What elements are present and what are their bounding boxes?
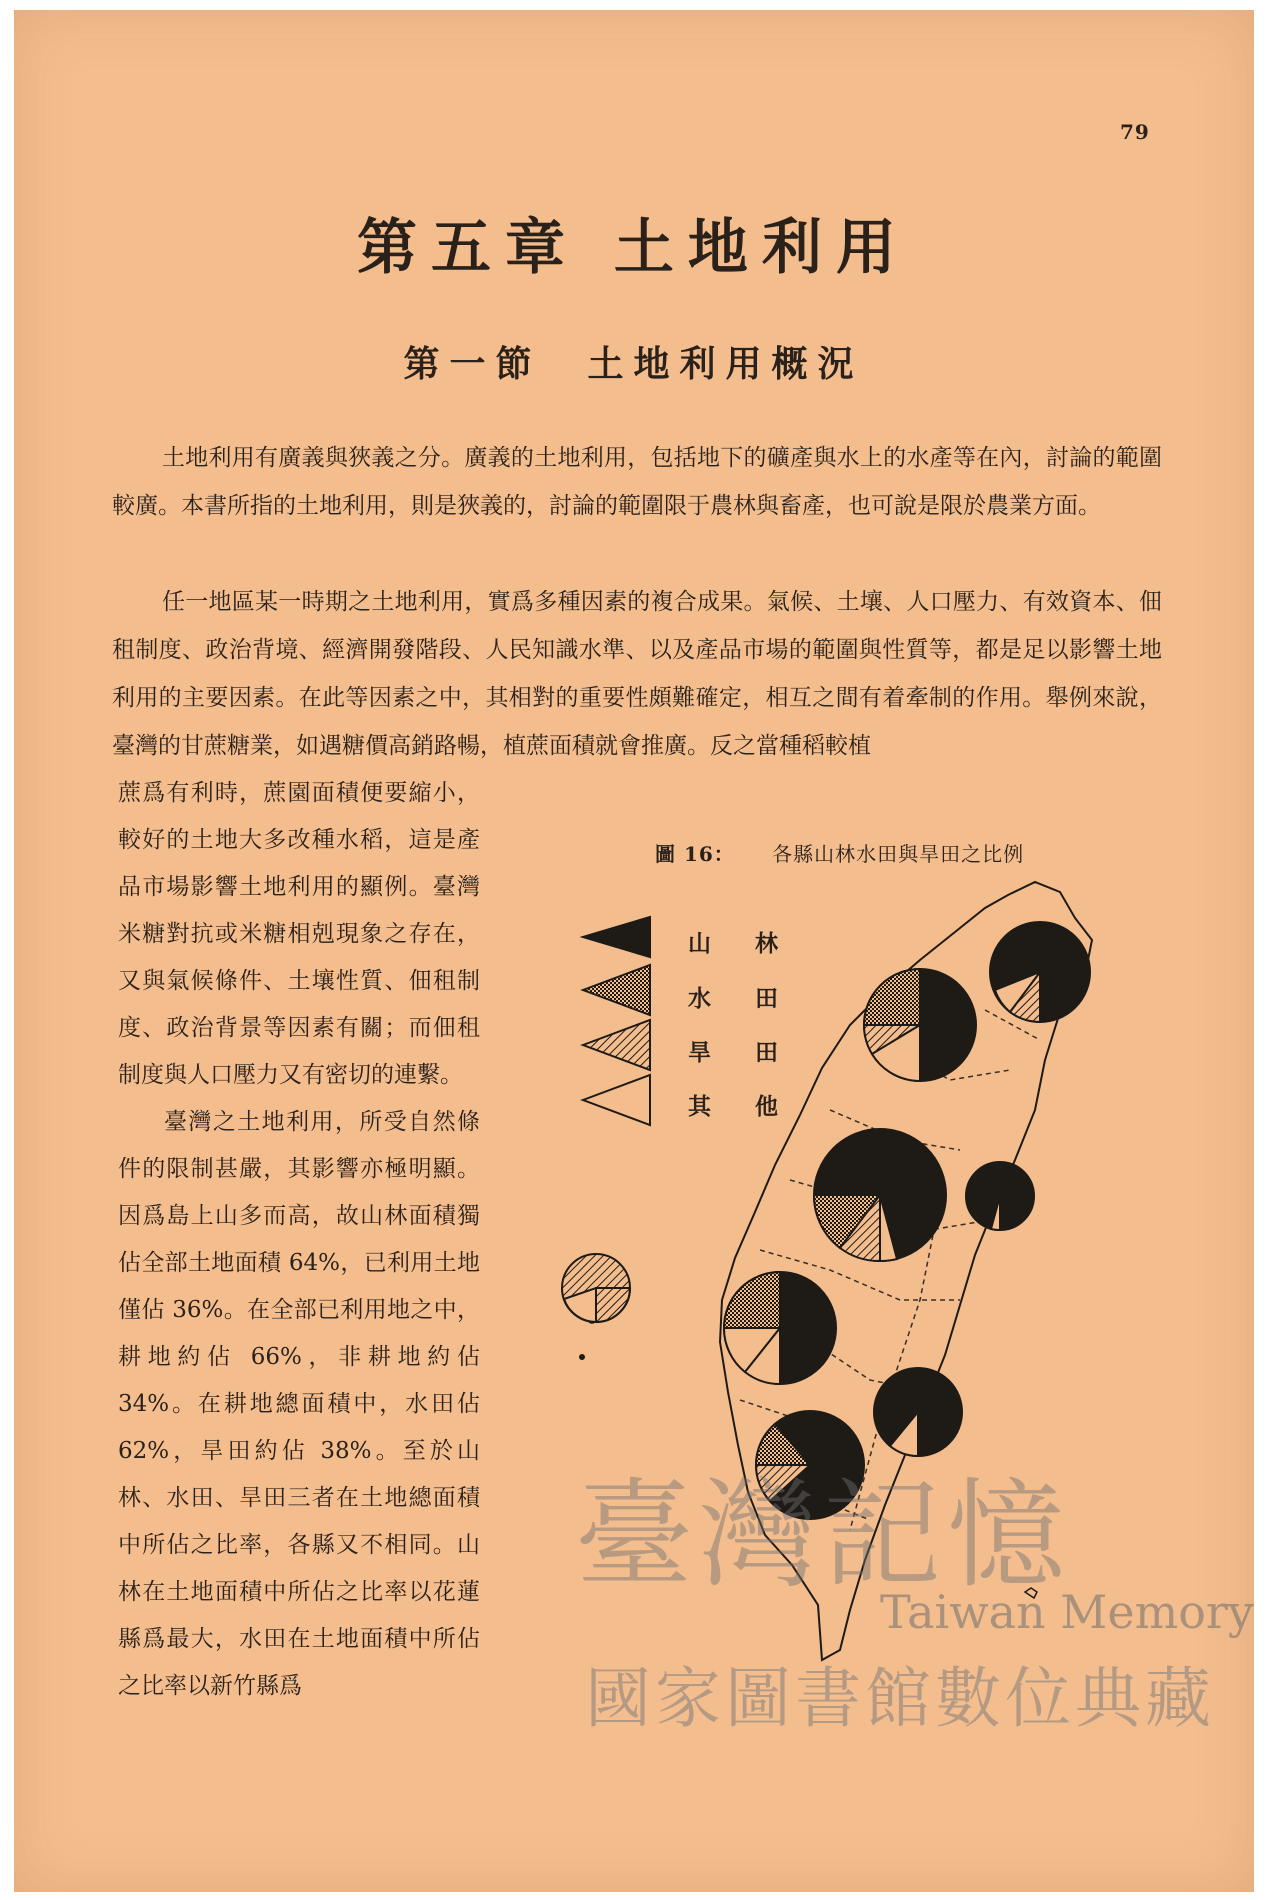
left-paragraph-1: 蔗爲有利時，蔗園面積便要縮小，較好的土地大多改種水稻，這是產品市場影響土地利用的顯例。臺灣米糖對抗或米糖相剋現象之存在，又與氣候條件、土壤性質、佃租制度、政治背景等因素有關；而佃租制度與人口壓力又有密切的連繫。 (118, 780, 480, 1088)
legend-dryfield-symbol (583, 1020, 650, 1070)
paragraph-2: 任一地區某一時期之土地利用，實爲多種因素的複合成果。氣候、土壤、人口壓力、有效資本、佃租制度、政治背境、經濟開發階段、人民知識水準、以及產品市場的範圍與性質等，都是足以影響土地利用的主要因素。在此等因素之中，其相對的重要性頗難確定，相互之間有着牽制的作用。舉例來說，臺灣的甘蔗糖業，如遇糖價高銷路暢，植蔗面積就會推廣。反之當種稻較植 (112, 589, 1162, 759)
chapter-title: 第五章 土地利用 (357, 213, 910, 283)
pie-taipei (990, 922, 1090, 1022)
legend-other-label: 其他 (688, 1093, 822, 1120)
watermark-brand-cn: 臺灣記憶 (575, 1466, 1072, 1604)
legend-symbols (583, 917, 650, 1125)
figure-title: 各縣山林水田與旱田之比例 (772, 842, 1025, 866)
figure-number: 圖 16： (655, 842, 735, 866)
pie-hualien (966, 1162, 1034, 1230)
left-paragraph-2: 臺灣之土地利用，所受自然條件的限制甚嚴，其影響亦極明顯。因爲島上山多而高，故山林面積獨佔全部土地面積 64%，已利用土地僅佔 36%。在全部已利用地之中，耕地約佔 66%，非耕地約佔 34%。在耕地總面積中，水田佔 62%，旱田約佔 38%。至於山林、水田、旱田三者在土地總面積中所佔之比率，各縣又不相同。山林在土地面積中所佔之比率以花蓮縣爲最大，水田在土地面積中所佔之比率以新竹縣爲 (118, 1109, 480, 1699)
legend-dryfield-label: 旱田 (688, 1039, 822, 1066)
small-island (579, 1354, 585, 1360)
watermark-brand-en: Taiwan Memory (880, 1585, 1254, 1639)
section-title: 第一節 土地利用概況 (403, 343, 864, 385)
pie-hsinchu (864, 969, 976, 1081)
page-number: 79 (1120, 120, 1150, 144)
pie-tainan (724, 1272, 836, 1384)
paragraph-1: 土地利用有廣義與狹義之分。廣義的土地利用，包括地下的礦產與水上的水產等在內，討論的範圍較廣。本書所指的土地利用，則是狹義的，討論的範圍限于農林與畜產，也可說是限於農業方面。 (112, 445, 1162, 519)
pie-penghu (562, 1254, 630, 1322)
legend-forest-label: 山林 (688, 930, 822, 957)
legend-forest-symbol (583, 917, 650, 957)
legend-paddy-symbol (583, 965, 650, 1015)
watermark-library: 國家圖書館數位典藏 (585, 1660, 1215, 1737)
legend-other-symbol (583, 1075, 650, 1125)
legend-paddy-label: 水田 (688, 985, 822, 1012)
pie-taichung (814, 1129, 946, 1261)
